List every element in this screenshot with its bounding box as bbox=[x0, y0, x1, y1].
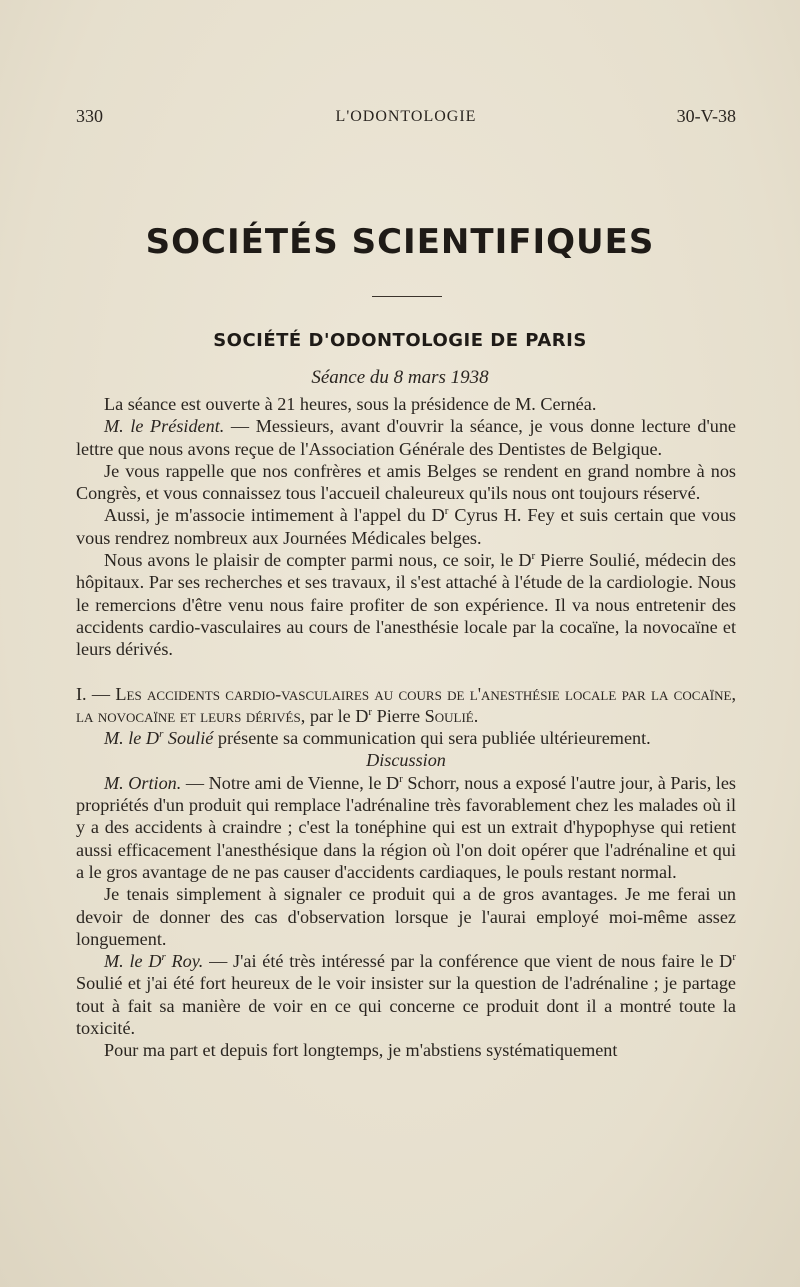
paragraph-roy-2: Pour ma part et depuis fort longtemps, je m'abstiens systématiquement bbox=[104, 1040, 618, 1061]
author-name: Soulié bbox=[424, 705, 474, 726]
society-title: SOCIÉTÉ D'ODONTOLOGIE DE PARIS bbox=[213, 330, 587, 351]
communication-title: Les accidents cardio-vasculaires au cours de l'anesthésie locale par la cocaïne, la novocaïne et leurs dérivés, bbox=[76, 683, 736, 726]
paragraph-ortion-2: Je tenais simplement à signaler ce produit qui a de gros avantages. Je me ferai un devoir de donner des cas d'observation lorsque je l'aurai employé moi-même assez longuement. bbox=[76, 884, 736, 949]
speaker-ortion: M. Ortion. bbox=[104, 772, 182, 793]
journal-name: L'ODONTOLOGIE bbox=[335, 108, 477, 125]
text-run: présente sa communication qui sera publiée ultérieurement. bbox=[213, 728, 651, 749]
speaker-soulie: M. le D bbox=[104, 728, 160, 749]
superscript: r bbox=[531, 550, 536, 563]
text-run: Pierre Soulié, médecin des hôpitaux. Par ses recherches et ses travaux, il s'est attaché à l'étude de la cardiologie. Nous le remercions d'être venu nous faire profiter de son expérience. Il va nous entretenir des accidents cardio-vasculaires au cours de l'anesthésie locale par la cocaïne, la novocaïne et leurs dérivés. bbox=[76, 550, 736, 660]
text-run: Nous avons le plaisir de compter parmi nous, ce soir, le D bbox=[104, 550, 532, 571]
paragraph-opening: La séance est ouverte à 21 heures, sous la présidence de M. Cernéa. bbox=[104, 394, 597, 414]
paragraph-president bbox=[76, 415, 736, 460]
speaker-roy-name: Roy. bbox=[165, 951, 204, 972]
superscript: r bbox=[732, 951, 736, 964]
text-run: par le D bbox=[305, 705, 369, 726]
running-header bbox=[76, 106, 736, 132]
superscript: r bbox=[161, 951, 166, 964]
superscript: r bbox=[368, 705, 373, 718]
spacer bbox=[76, 661, 736, 683]
paragraph-communication bbox=[76, 727, 736, 749]
text-run: — Notre ami de Vienne, le D bbox=[181, 772, 400, 793]
paragraph-president-text: — Messieurs, avant d'ouvrir la séance, je vous donne lecture d'une lettre que nous avons reçue de l'Association Générale des Dentistes de Belgique. bbox=[76, 416, 736, 459]
text-run: — J'ai été très intéressé par la conférence que vient de nous faire le D bbox=[203, 951, 733, 972]
speaker-soulie-name: Soulié bbox=[163, 728, 214, 749]
session-date bbox=[0, 367, 800, 389]
paragraph-introduction bbox=[76, 549, 736, 660]
discussion-heading: Discussion bbox=[366, 750, 446, 771]
text-run: Aussi, je m'associe intimement à l'appel du D bbox=[104, 505, 445, 526]
paragraph-appeal bbox=[76, 504, 736, 549]
speaker-president: M. le Président. bbox=[104, 416, 225, 437]
session-text: Séance du 8 mars 1938 bbox=[311, 367, 489, 388]
superscript: r bbox=[159, 728, 164, 741]
communication-number: I. — bbox=[76, 683, 116, 704]
superscript: r bbox=[399, 772, 403, 785]
paragraph-belgian-colleagues: Je vous rappelle que nos confrères et amis Belges se rendent en grand nombre à nos Congrès, et vous connaissez tous l'accueil chaleureux qu'ils nous ont toujours réservé. bbox=[76, 460, 736, 504]
text-run: Schorr, nous a exposé l'autre jour, à Paris, les propriétés d'un produit qui remplace l'adrénaline très favorablement chez les malades où il y a des accidents à craindre ; c'est la tonéphine qui est un extrait d'hypophyse qui retient aussi efficacement l'anesthésique dans la région où l'on doit opérer que l'adrénaline et qui a le gros avantage de ne pas causer d'accidents cardiaques, le pouls restant normal. bbox=[76, 772, 737, 882]
issue-date: 30-V-38 bbox=[676, 106, 736, 126]
section-title: SOCIÉTÉS SCIENTIFIQUES bbox=[145, 222, 655, 262]
text-run: Soulié et j'ai été fort heureux de le voir insister sur la question de l'adrénaline ; je partage tout à fait sa manière de voir en ce qui concerne ce produit dont il a montré toute la toxicité. bbox=[76, 973, 736, 1039]
text-run: Cyrus H. Fey et suis certain que vous vous rendrez nombreux aux Journées Médicales belges. bbox=[76, 505, 736, 548]
text-run: Pierre bbox=[372, 705, 425, 726]
communication-heading bbox=[76, 683, 736, 728]
page-number: 330 bbox=[76, 106, 103, 126]
article-body bbox=[76, 393, 736, 1062]
speaker-roy: M. le D bbox=[104, 951, 162, 972]
paragraph-ortion bbox=[76, 772, 736, 883]
paragraph-roy bbox=[76, 950, 736, 1039]
text-run: . bbox=[473, 705, 479, 726]
superscript: r bbox=[444, 505, 449, 518]
title-divider bbox=[372, 296, 442, 297]
